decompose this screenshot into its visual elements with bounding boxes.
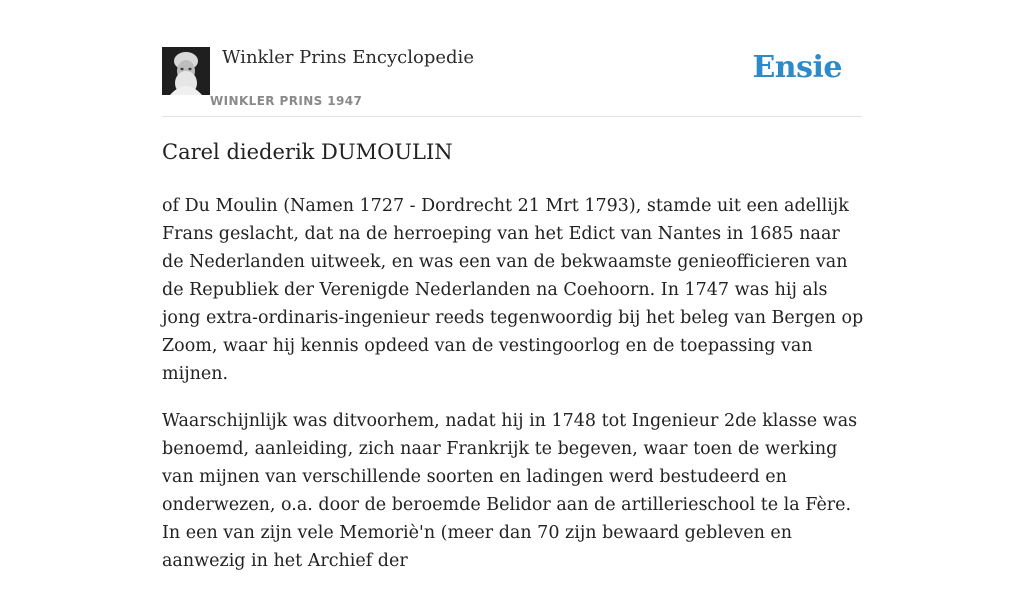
portrait-icon <box>162 47 210 95</box>
source-title[interactable]: Winkler Prins Encyclopedie <box>222 47 474 68</box>
article-body <box>162 192 864 594</box>
source-subtitle[interactable]: WINKLER PRINS 1947 <box>210 94 363 108</box>
article-paragraph: of Du Moulin (Namen 1727 - Dordrecht 21 Mrt 1793), stamde uit een adellijk Frans geslacht, dat na de herroeping van het Edict van Nantes in 1685 naar de Nederlanden uitweek, en was een van de bekwaamste genieofficieren van de Republiek der Verenigde Nederlanden na Coehoorn. In 1747 was hij als jong extra-ordinaris-ingenieur reeds tegenwoordig bij het beleg van Bergen op Zoom, waar hij kennis opdeed van de vestingoorlog en de toepassing van mijnen. <box>162 196 864 384</box>
page <box>162 0 864 571</box>
ensie-logo[interactable]: Ensie <box>752 50 842 85</box>
article-paragraph: Waarschijnlijk was ditvoorhem, nadat hij in 1748 tot Ingenieur 2de klasse was benoemd, aanleiding, zich naar Frankrijk te begeven, waar toen de werking van mijnen van verschillende soorten en ladingen werd bestudeerd en onderwezen, o.a. door de beroemde Belidor aan de artillerieschool te la Fère. In een van zijn vele Memoriè'n (meer dan 70 zijn bewaard gebleven en aanwezig in het Archief der <box>162 411 858 571</box>
source-avatar[interactable] <box>162 47 210 95</box>
source-header <box>162 0 862 117</box>
article-title: Carel diederik DUMOULIN <box>162 140 453 164</box>
